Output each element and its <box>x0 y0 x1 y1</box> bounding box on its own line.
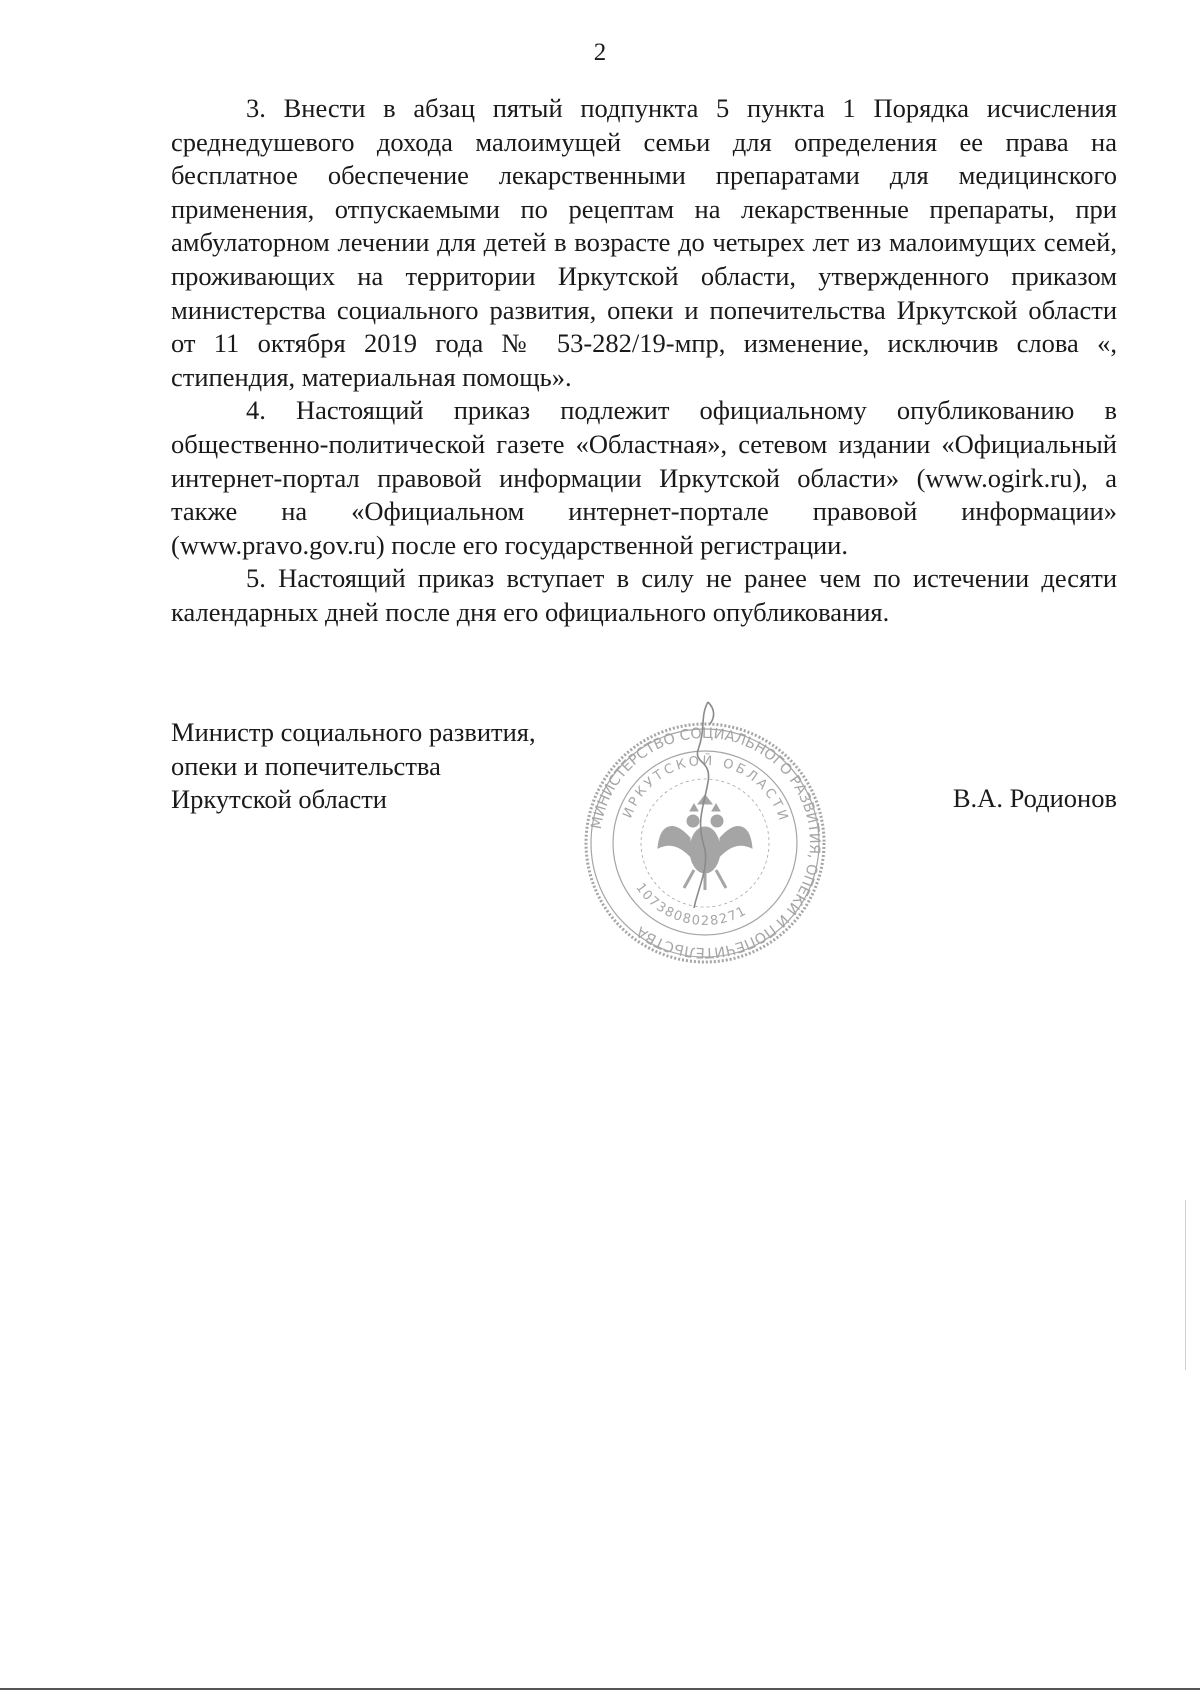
position-line: опеки и попечительства <box>171 750 441 781</box>
document-body <box>171 92 1117 630</box>
paragraph-4: 4. Настоящий приказ подлежит официальному опубликованию в общественно-политической газете «Областная», сетевом издании «Официальный интернет-портал правовой информации Иркутской области» (www.ogirk.ru), а также на «Официальном интернет-портале правовой информации» (www.pravo.gov.ru) после его государственной регистрации. <box>171 395 1117 560</box>
page-number: 2 <box>593 39 607 66</box>
double-headed-eagle-icon <box>658 795 752 890</box>
signatory-position <box>171 716 536 817</box>
paragraph-3: 3. Внести в абзац пятый подпункта 5 пункта 1 Порядка исчисления среднедушевого дохода малоимущей семьи для определения ее права на бесплатное обеспечение лекарственными препаратами для медицинского применения, отпускаемыми по рецептам на лекарственные препараты, при амбулаторном лечении для детей в возрасте до четырех лет из малоимущих семей, проживающих на территории Иркутской области, утвержденного приказом министерства социального развития, опеки и попечительства Иркутской области от 11 октября 2019 года № 53-282/19-мпр, изменение, исключив слова «, стипендия, материальная помощь». <box>171 93 1117 392</box>
position-line: Министр социального развития, <box>171 717 536 747</box>
signatory-name: В.А. Родионов <box>952 783 1117 813</box>
seal-inner-text: ИРКУТСКОЙ ОБЛАСТИ <box>620 753 792 825</box>
page-bottom-edge <box>0 1688 1200 1690</box>
seal-number-text: 1073808028271 <box>632 880 750 930</box>
official-seal <box>580 698 830 968</box>
seal-outer-text: МИНИСТЕРСТВО СОЦИАЛЬНОГО РАЗВИТИЯ, ОПЕКИ И ПОПЕЧИТЕЛЬСТВА <box>588 725 823 961</box>
scan-artifact <box>1185 1200 1186 1370</box>
position-line: Иркутской области <box>171 784 387 815</box>
paragraph-5: 5. Настоящий приказ вступает в силу не ранее чем по истечении десяти календарных дней после дня его официального опубликования. <box>171 563 1117 627</box>
